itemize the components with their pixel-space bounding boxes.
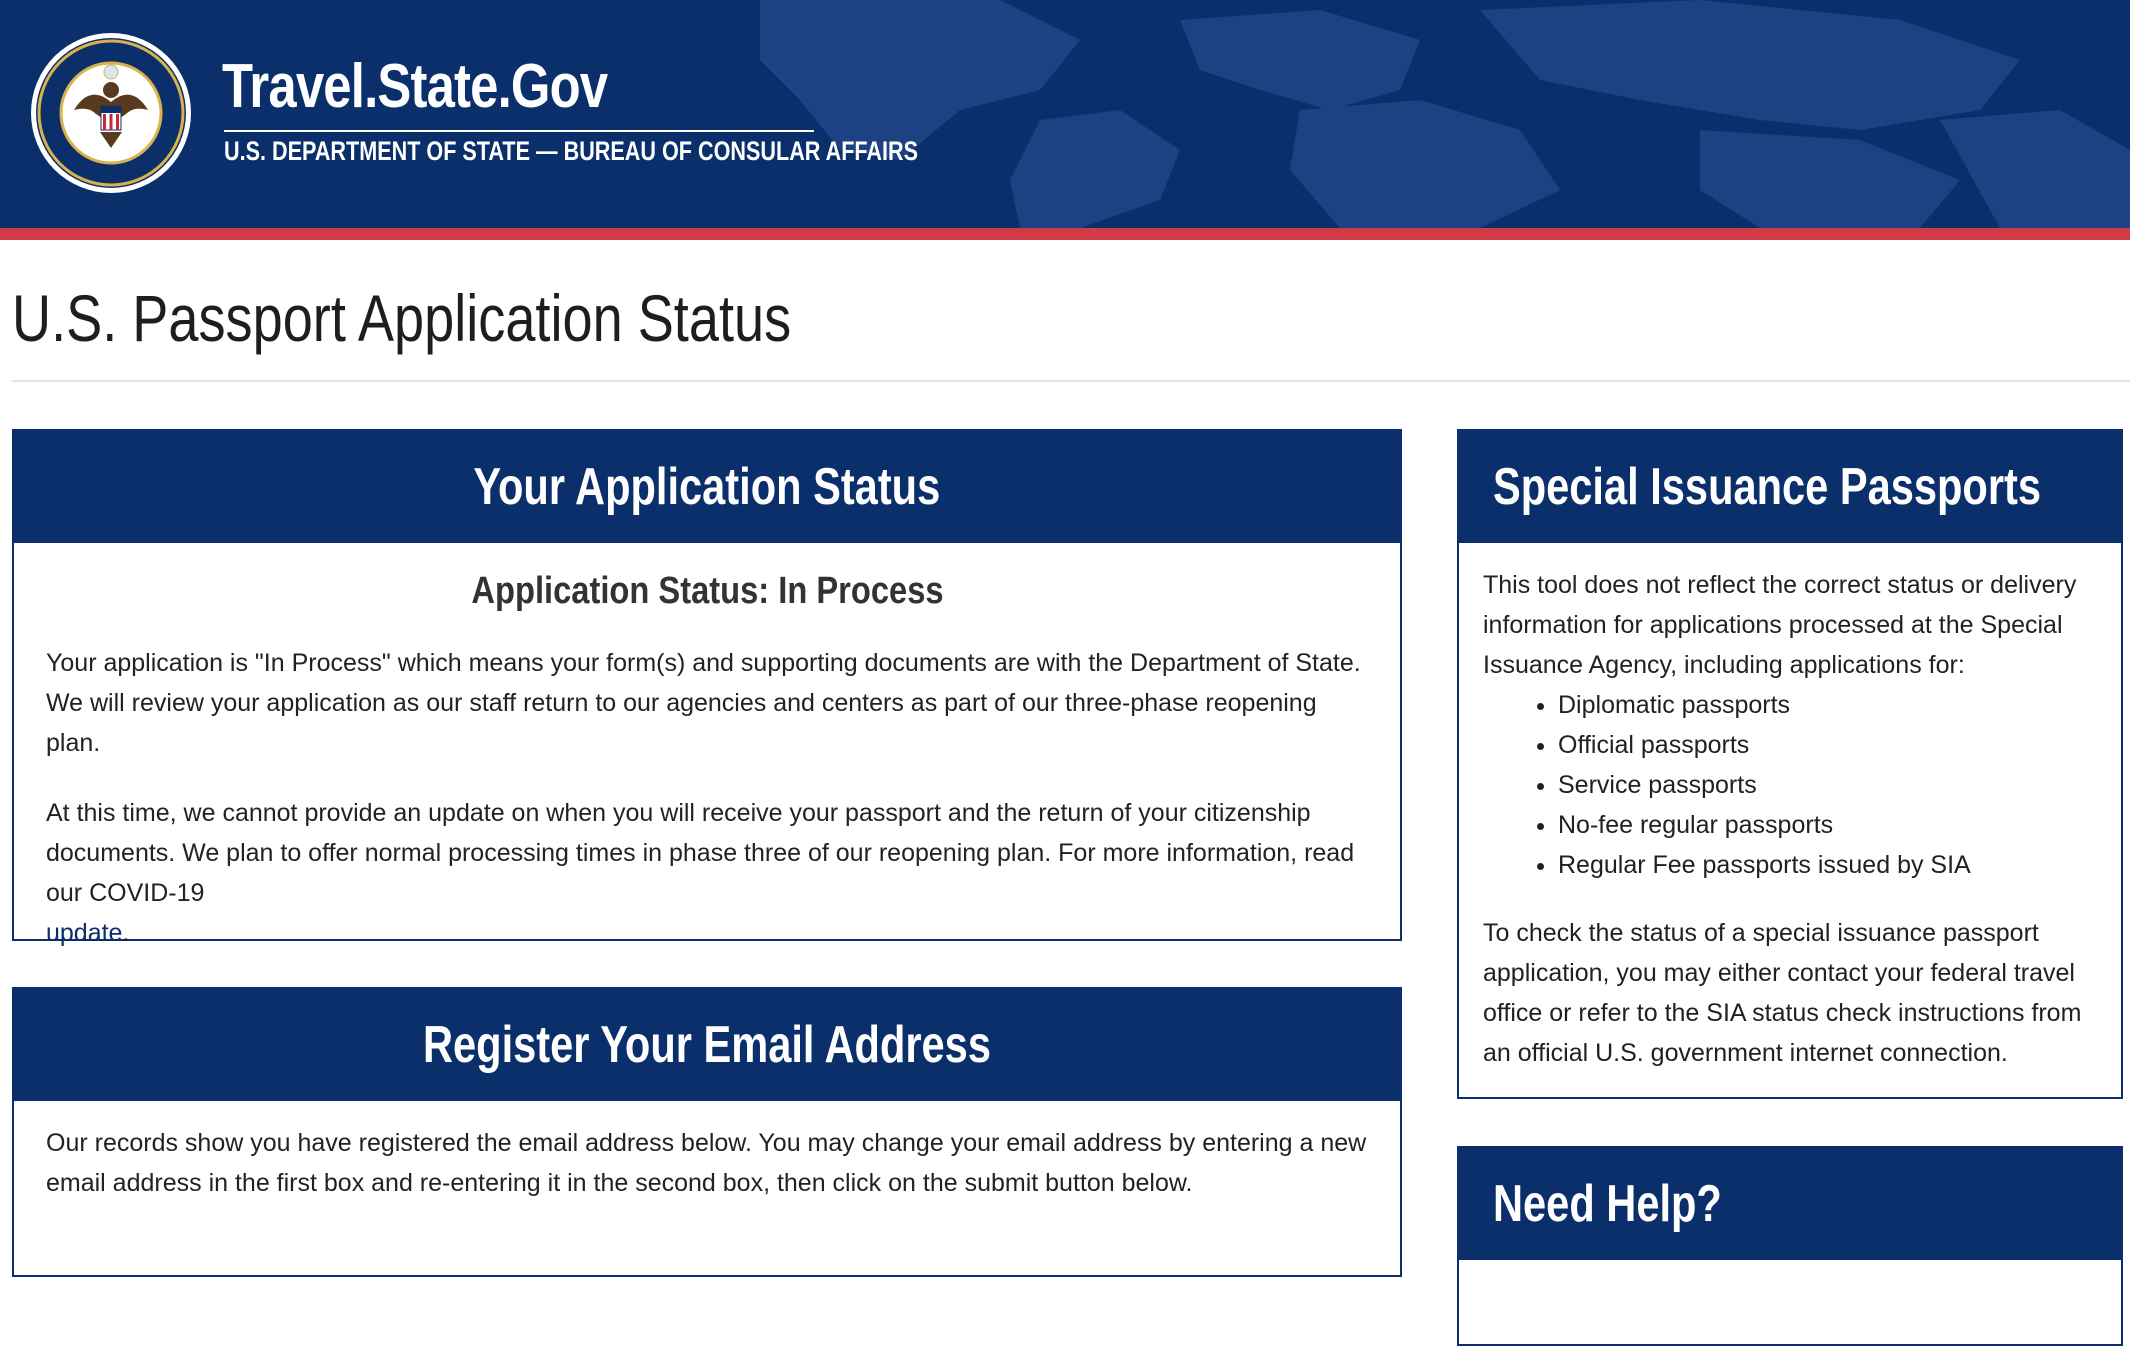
need-help-panel	[1457, 1146, 2123, 1346]
brand-title[interactable]: Travel.State.Gov	[222, 52, 608, 121]
title-divider	[12, 380, 2130, 382]
status-paragraph-2	[46, 793, 1368, 953]
special-issuance-header	[1459, 431, 2121, 543]
department-of-state-seal	[30, 32, 192, 194]
covid-update-link[interactable]: update	[46, 918, 123, 947]
register-email-panel	[12, 987, 1402, 1277]
special-issuance-intro: This tool does not reflect the correct status or delivery information for applications processed at the Special Issuance Agency, including applications for:	[1483, 571, 2077, 679]
status-line: Application Status: In Process	[470, 570, 944, 612]
brand-divider	[224, 130, 814, 132]
list-item: • Diplomatic passports	[1558, 685, 2097, 725]
list-item: • Service passports	[1558, 765, 2097, 805]
brand-subtitle: U.S. DEPARTMENT OF STATE — BUREAU OF CONSULAR AFFAIRS	[224, 136, 918, 166]
link-suffix: .	[122, 918, 130, 947]
application-status-header	[14, 431, 1400, 543]
list-item: • Regular Fee passports issued by SIA	[1558, 845, 2097, 885]
list-item: • Official passports	[1558, 725, 2097, 765]
page-title: U.S. Passport Application Status	[12, 281, 792, 355]
register-email-header	[14, 989, 1400, 1101]
register-email-heading: Register Your Email Address	[423, 1016, 991, 1074]
list-item: • No-fee regular passports	[1558, 805, 2097, 845]
special-issuance-outro: To check the status of a special issuance passport application, you may either contact your federal travel office or refer to the SIA status check instructions from an official U.S. government internet connection.	[1483, 919, 2082, 1067]
application-status-panel	[12, 429, 1402, 947]
need-help-heading: Need Help?	[1493, 1175, 1722, 1233]
need-help-header	[1459, 1148, 2121, 1260]
special-issuance-list	[1483, 685, 2097, 885]
site-header	[0, 0, 2130, 228]
special-issuance-heading: Special Issuance Passports	[1493, 458, 2042, 516]
status-paragraph-1: Your application is "In Process" which means your form(s) and supporting documents are with the Department of State. We will review your application as our staff return to our agencies and centers as part of our three-phase reopening plan.	[46, 648, 1361, 757]
special-issuance-panel	[1457, 429, 2123, 1099]
status-paragraph-2-text: At this time, we cannot provide an update on when you will receive your passport and the return of your citizenship documents. We plan to offer normal processing times in phase three of our reopening plan. For more information, read our COVID-19	[46, 798, 1355, 907]
header-red-stripe	[0, 228, 2130, 240]
register-email-paragraph: Our records show you have registered the email address below. You may change your email address by entering a new email address in the first box and re-entering it in the second box, then click on the submit button below.	[46, 1129, 1367, 1197]
application-status-heading: Your Application Status	[473, 458, 941, 516]
